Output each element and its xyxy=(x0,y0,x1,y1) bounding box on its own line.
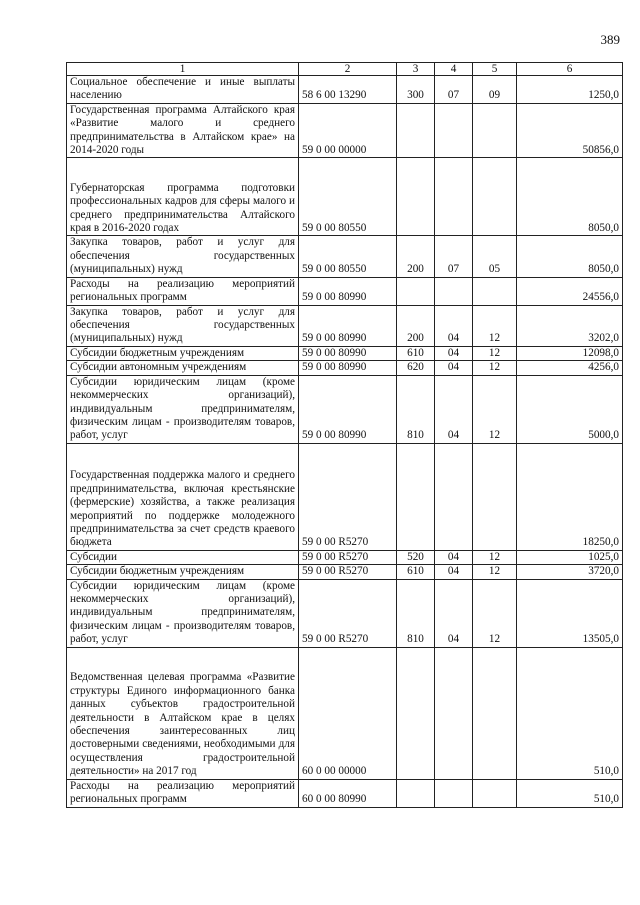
row-expense-type xyxy=(397,103,435,158)
row-amount: 510,0 xyxy=(517,647,623,779)
row-section: 04 xyxy=(435,375,473,443)
table-row xyxy=(67,579,623,647)
row-name: Расходы на реализацию мероприятий региональных программ xyxy=(67,779,299,807)
row-amount: 3202,0 xyxy=(517,305,623,346)
table-row xyxy=(67,443,623,550)
table-row xyxy=(67,236,623,277)
row-code: 59 0 00 00000 xyxy=(299,103,397,158)
row-expense-type xyxy=(397,277,435,305)
row-name: Государственная программа Алтайского края «Развитие малого и среднего предпринимательства в Алтайском крае» на 2014-2020 годы xyxy=(67,103,299,158)
row-subsection: 12 xyxy=(473,579,517,647)
row-name: Губернаторская программа подготовки профессиональных кадров для сферы малого и среднего предпринимательства Алтайского края в 2016-2020 годах xyxy=(67,158,299,236)
row-code: 59 0 00 80550 xyxy=(299,236,397,277)
row-amount: 8050,0 xyxy=(517,236,623,277)
row-amount: 5000,0 xyxy=(517,375,623,443)
row-section xyxy=(435,779,473,807)
table-row xyxy=(67,305,623,346)
row-expense-type: 810 xyxy=(397,579,435,647)
row-section: 07 xyxy=(435,236,473,277)
row-expense-type xyxy=(397,443,435,550)
row-subsection: 09 xyxy=(473,76,517,104)
header-row xyxy=(67,63,623,76)
budget-table xyxy=(66,62,623,808)
row-expense-type: 200 xyxy=(397,305,435,346)
row-name: Субсидии xyxy=(67,550,299,564)
row-amount: 8050,0 xyxy=(517,158,623,236)
page-number: 389 xyxy=(600,32,620,47)
header-col-1: 1 xyxy=(67,63,299,76)
table-row xyxy=(67,647,623,779)
row-subsection: 12 xyxy=(473,375,517,443)
table-row xyxy=(67,375,623,443)
header-col-3: 3 xyxy=(397,63,435,76)
row-name: Субсидии автономным учреждениям xyxy=(67,361,299,375)
header-col-6: 6 xyxy=(517,63,623,76)
row-expense-type: 200 xyxy=(397,236,435,277)
row-section xyxy=(435,277,473,305)
row-code: 59 0 00 80990 xyxy=(299,361,397,375)
row-code: 59 0 00 R5270 xyxy=(299,565,397,579)
row-code: 59 0 00 R5270 xyxy=(299,550,397,564)
row-code: 60 0 00 00000 xyxy=(299,647,397,779)
header-col-4: 4 xyxy=(435,63,473,76)
row-subsection: 12 xyxy=(473,346,517,360)
row-subsection xyxy=(473,277,517,305)
row-code: 60 0 00 80990 xyxy=(299,779,397,807)
row-name: Закупка товаров, работ и услуг для обеспечения государственных (муниципальных) нужд xyxy=(67,236,299,277)
row-name: Субсидии юридическим лицам (кроме некоммерческих организаций), индивидуальным предпринимателям, физическим лицам - производителям товаров, работ, услуг xyxy=(67,375,299,443)
row-subsection: 12 xyxy=(473,565,517,579)
row-subsection xyxy=(473,158,517,236)
row-expense-type xyxy=(397,158,435,236)
row-name: Ведомственная целевая программа «Развитие структуры Единого информационного банка данных субъектов градостроительной деятельности в Алтайском крае в целях обеспечения заинтересованных лиц достоверными сведениями, необходимыми для осуществления градостроительной деятельности» на 2017 год xyxy=(67,647,299,779)
row-section: 04 xyxy=(435,579,473,647)
table-row xyxy=(67,76,623,104)
row-code: 59 0 00 80990 xyxy=(299,305,397,346)
header-col-5: 5 xyxy=(473,63,517,76)
row-subsection xyxy=(473,647,517,779)
row-subsection xyxy=(473,779,517,807)
table-row xyxy=(67,550,623,564)
row-section: 04 xyxy=(435,361,473,375)
table-row xyxy=(67,103,623,158)
row-expense-type: 520 xyxy=(397,550,435,564)
row-subsection: 12 xyxy=(473,550,517,564)
row-section xyxy=(435,103,473,158)
row-section: 04 xyxy=(435,346,473,360)
row-code: 58 6 00 13290 xyxy=(299,76,397,104)
row-amount: 4256,0 xyxy=(517,361,623,375)
row-subsection: 12 xyxy=(473,305,517,346)
row-code: 59 0 00 R5270 xyxy=(299,579,397,647)
row-expense-type: 620 xyxy=(397,361,435,375)
row-code: 59 0 00 80990 xyxy=(299,346,397,360)
row-subsection xyxy=(473,443,517,550)
row-amount: 50856,0 xyxy=(517,103,623,158)
row-amount: 3720,0 xyxy=(517,565,623,579)
table-row xyxy=(67,277,623,305)
row-code: 59 0 00 R5270 xyxy=(299,443,397,550)
row-amount: 1025,0 xyxy=(517,550,623,564)
row-amount: 510,0 xyxy=(517,779,623,807)
row-expense-type xyxy=(397,647,435,779)
row-code: 59 0 00 80550 xyxy=(299,158,397,236)
row-code: 59 0 00 80990 xyxy=(299,375,397,443)
row-amount: 18250,0 xyxy=(517,443,623,550)
row-section xyxy=(435,158,473,236)
table-row xyxy=(67,565,623,579)
row-amount: 12098,0 xyxy=(517,346,623,360)
row-section: 04 xyxy=(435,550,473,564)
row-name: Субсидии юридическим лицам (кроме некоммерческих организаций), индивидуальным предпринимателям, физическим лицам - производителям товаров, работ, услуг xyxy=(67,579,299,647)
row-amount: 24556,0 xyxy=(517,277,623,305)
row-subsection: 05 xyxy=(473,236,517,277)
row-section: 07 xyxy=(435,76,473,104)
row-section xyxy=(435,443,473,550)
row-name: Социальное обеспечение и иные выплаты населению xyxy=(67,76,299,104)
row-amount: 1250,0 xyxy=(517,76,623,104)
row-amount: 13505,0 xyxy=(517,579,623,647)
row-expense-type: 300 xyxy=(397,76,435,104)
table-row xyxy=(67,346,623,360)
row-subsection: 12 xyxy=(473,361,517,375)
table-row xyxy=(67,158,623,236)
row-name: Государственная поддержка малого и среднего предпринимательства, включая крестьянские (фермерские) хозяйства, а также реализация мероприятий по поддержке молодежного предпринимательства за счет средств краевого бюджета xyxy=(67,443,299,550)
row-expense-type: 610 xyxy=(397,565,435,579)
row-section: 04 xyxy=(435,305,473,346)
row-section xyxy=(435,647,473,779)
table-row xyxy=(67,779,623,807)
row-expense-type xyxy=(397,779,435,807)
row-name: Субсидии бюджетным учреждениям xyxy=(67,346,299,360)
table-row xyxy=(67,361,623,375)
row-name: Субсидии бюджетным учреждениям xyxy=(67,565,299,579)
row-section: 04 xyxy=(435,565,473,579)
row-expense-type: 810 xyxy=(397,375,435,443)
row-subsection xyxy=(473,103,517,158)
row-expense-type: 610 xyxy=(397,346,435,360)
row-code: 59 0 00 80990 xyxy=(299,277,397,305)
header-col-2: 2 xyxy=(299,63,397,76)
row-name: Расходы на реализацию мероприятий региональных программ xyxy=(67,277,299,305)
row-name: Закупка товаров, работ и услуг для обеспечения государственных (муниципальных) нужд xyxy=(67,305,299,346)
